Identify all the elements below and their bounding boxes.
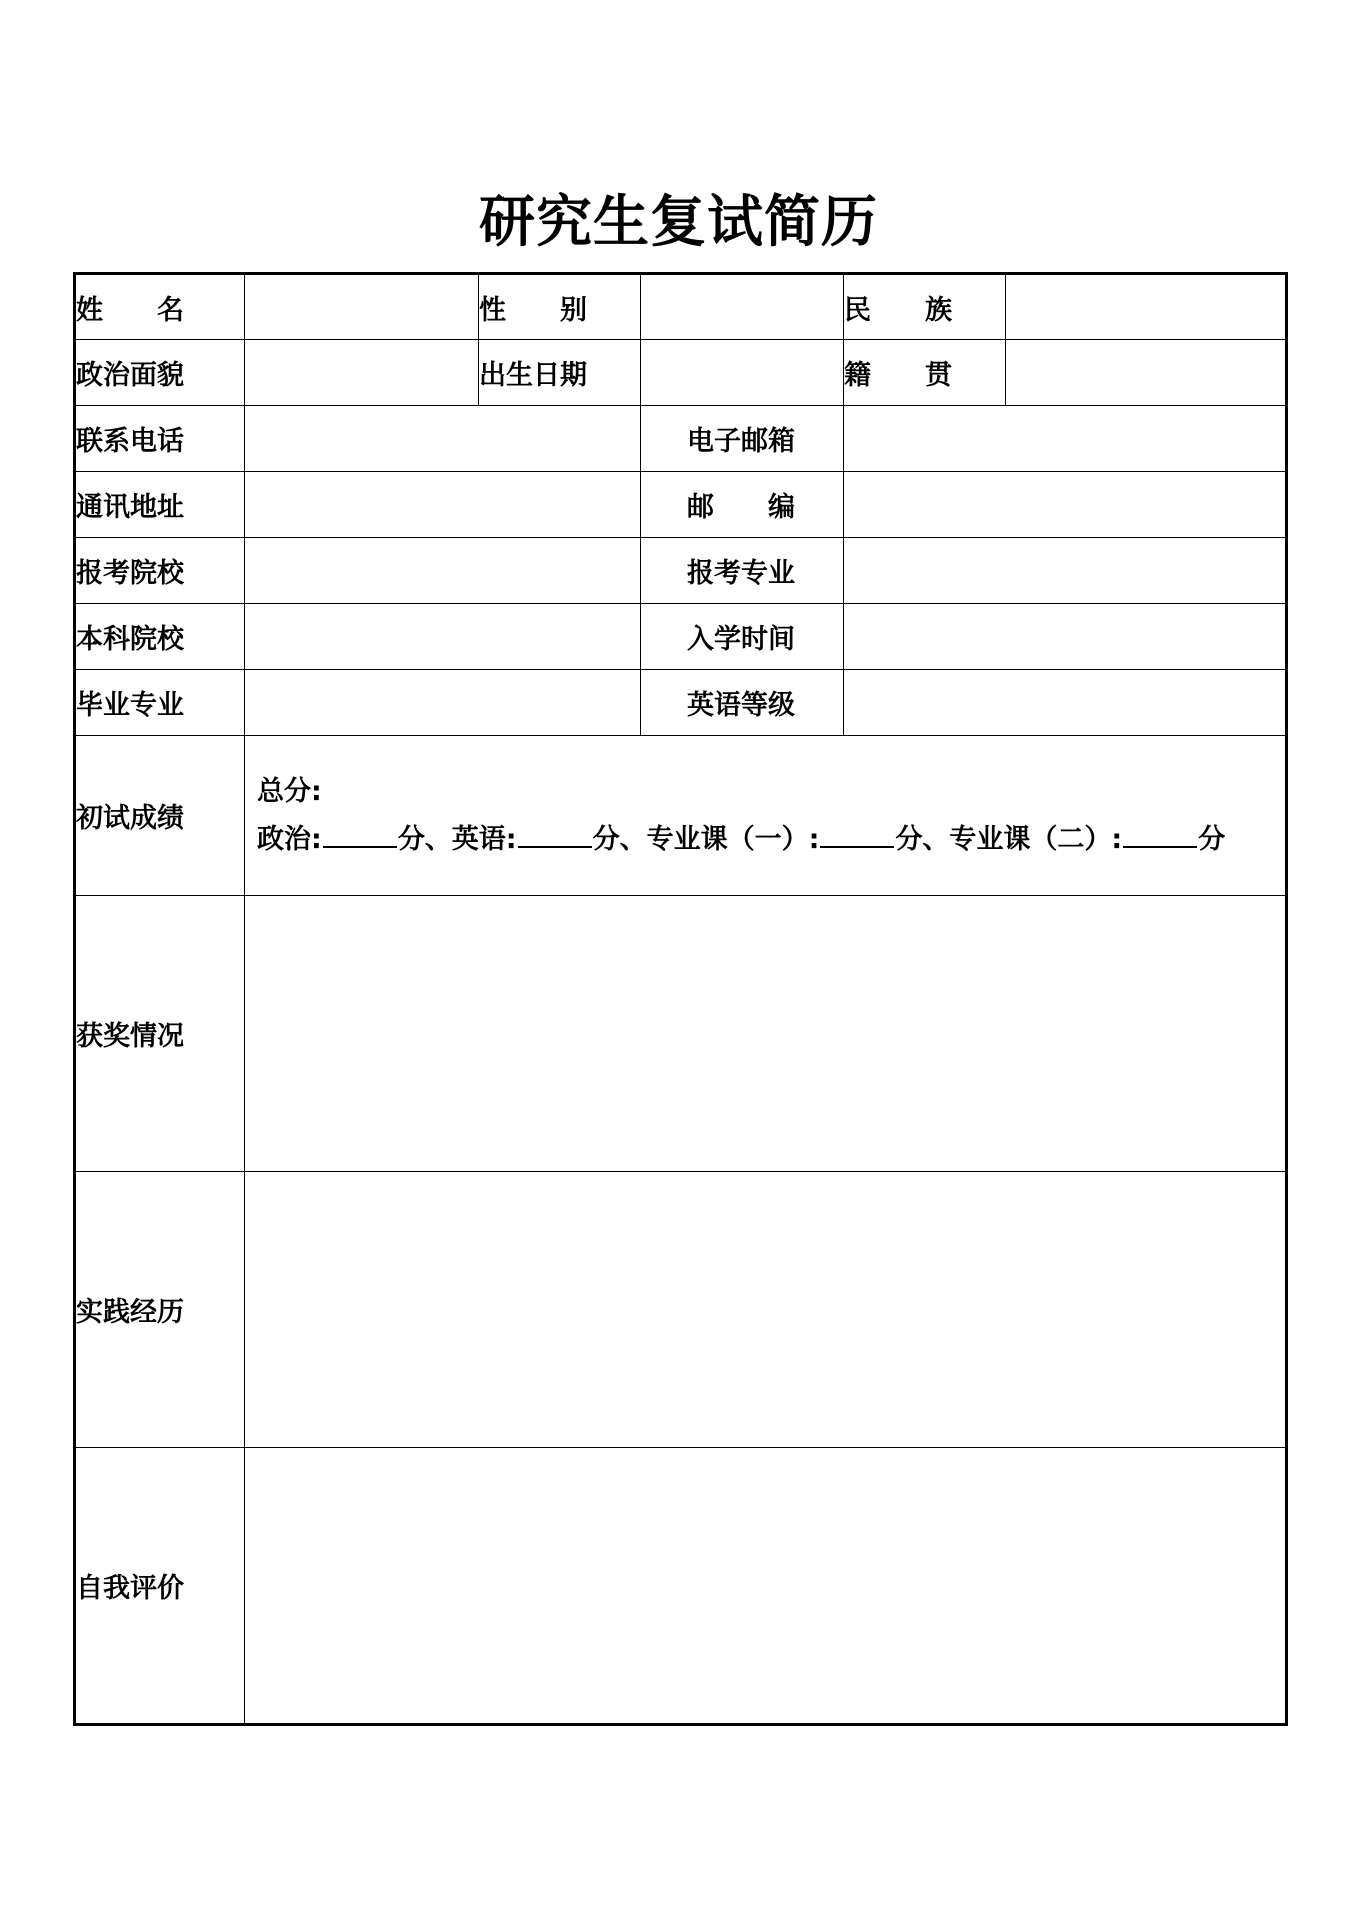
field-email[interactable] (844, 406, 1287, 472)
field-postcode[interactable] (844, 472, 1287, 538)
label-initial-scores: 初试成绩 (75, 736, 245, 896)
table-row (75, 340, 1287, 406)
label-self-evaluation: 自我评价 (75, 1448, 245, 1725)
label-english-level: 英语等级 (641, 670, 844, 736)
field-initial-scores[interactable] (245, 736, 1287, 896)
label-ethnicity: 民 族 (844, 274, 1006, 340)
table-row (75, 670, 1287, 736)
score-politics-blank[interactable] (323, 820, 397, 848)
table-row (75, 896, 1287, 1172)
table-row (75, 406, 1287, 472)
field-address[interactable] (245, 472, 641, 538)
score-major2-label: 分、专业课（二）: (895, 823, 1123, 855)
label-political-status: 政治面貌 (75, 340, 245, 406)
label-awards: 获奖情况 (75, 896, 245, 1172)
label-graduate-major: 毕业专业 (75, 670, 245, 736)
label-email: 电子邮箱 (641, 406, 844, 472)
label-address: 通讯地址 (75, 472, 245, 538)
score-politics-label: 政治: (257, 823, 322, 855)
label-name: 姓 名 (75, 274, 245, 340)
score-major2-blank[interactable] (1123, 820, 1197, 848)
score-english-label: 分、英语: (397, 823, 517, 855)
field-graduate-major[interactable] (245, 670, 641, 736)
field-political-status[interactable] (245, 340, 479, 406)
field-english-level[interactable] (844, 670, 1287, 736)
field-birth-date[interactable] (641, 340, 844, 406)
label-undergrad-school: 本科院校 (75, 604, 245, 670)
field-name[interactable] (245, 274, 479, 340)
score-unit-end: 分 (1198, 823, 1226, 855)
label-target-school: 报考院校 (75, 538, 245, 604)
label-target-major: 报考专业 (641, 538, 844, 604)
table-row (75, 472, 1287, 538)
score-major1-label: 分、专业课（一）: (592, 823, 820, 855)
field-phone[interactable] (245, 406, 641, 472)
field-undergrad-school[interactable] (245, 604, 641, 670)
field-awards[interactable] (245, 896, 1287, 1172)
label-birth-date: 出生日期 (479, 340, 641, 406)
score-major1-blank[interactable] (820, 820, 894, 848)
field-self-evaluation[interactable] (245, 1448, 1287, 1725)
table-row (75, 604, 1287, 670)
score-english-blank[interactable] (518, 820, 592, 848)
label-phone: 联系电话 (75, 406, 245, 472)
score-total-label: 总分: (257, 775, 322, 807)
field-target-school[interactable] (245, 538, 641, 604)
score-total-line (257, 768, 1285, 816)
field-gender[interactable] (641, 274, 844, 340)
table-row (75, 274, 1287, 340)
field-practice[interactable] (245, 1172, 1287, 1448)
resume-form-table (73, 272, 1288, 1726)
label-gender: 性 别 (479, 274, 641, 340)
field-ethnicity[interactable] (1006, 274, 1287, 340)
field-target-major[interactable] (844, 538, 1287, 604)
label-enrollment-time: 入学时间 (641, 604, 844, 670)
table-row (75, 538, 1287, 604)
table-row (75, 736, 1287, 896)
field-native-place[interactable] (1006, 340, 1287, 406)
table-row (75, 1448, 1287, 1725)
label-native-place: 籍 贯 (844, 340, 1006, 406)
label-postcode: 邮 编 (641, 472, 844, 538)
label-practice: 实践经历 (75, 1172, 245, 1448)
field-enrollment-time[interactable] (844, 604, 1287, 670)
table-row (75, 1172, 1287, 1448)
score-breakdown-line (257, 816, 1285, 864)
page-title: 研究生复试简历 (479, 190, 878, 255)
